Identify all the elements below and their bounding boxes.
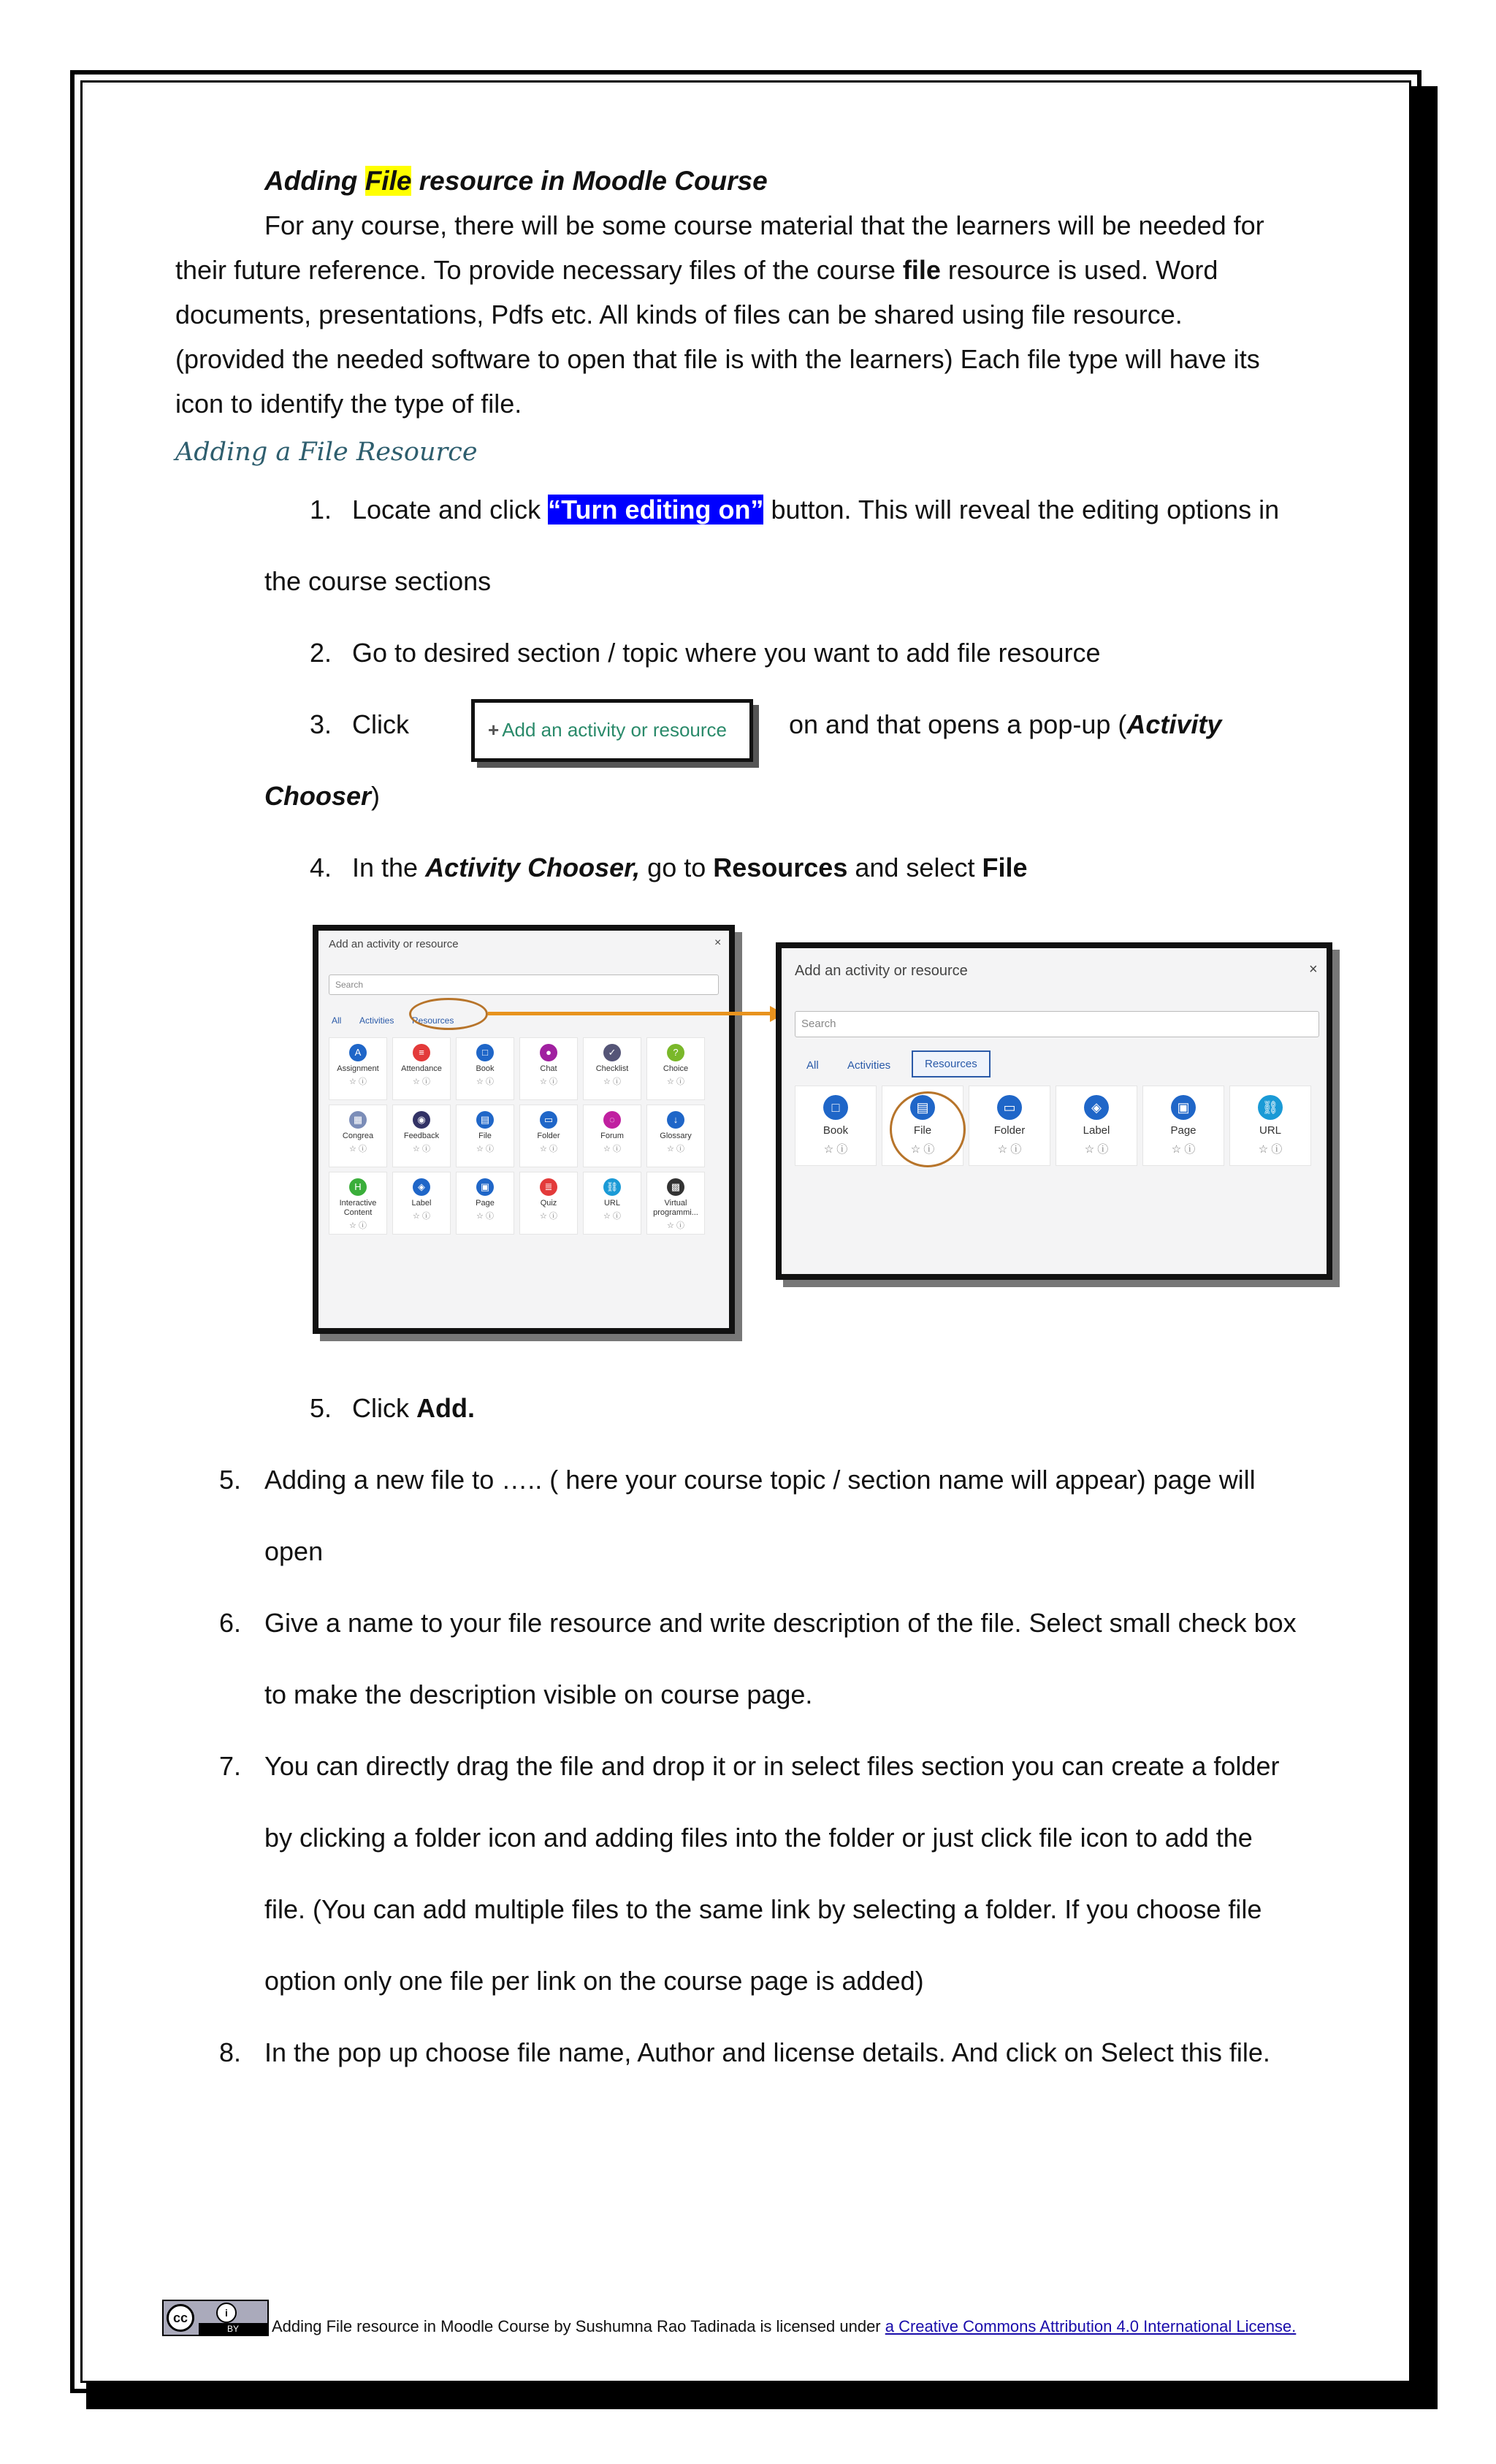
tile-url bbox=[583, 1172, 641, 1235]
tab-activities: Activities bbox=[847, 1059, 891, 1072]
tile-label: Forum bbox=[600, 1132, 624, 1140]
intro-line-2: their future reference. To provide necessary files of the course file resource is used. Word bbox=[175, 255, 1218, 285]
tile-icon: ◉ bbox=[413, 1111, 430, 1129]
tile-icon: ◌ bbox=[603, 1111, 621, 1129]
step-5-number: 5. bbox=[219, 1465, 242, 1495]
star-info-icons: ☆ ⓘ bbox=[603, 1077, 621, 1086]
tile-icon: ▭ bbox=[997, 1095, 1022, 1120]
tile-label: Checklist bbox=[595, 1064, 629, 1073]
star-info-icons: ☆ ⓘ bbox=[413, 1212, 430, 1221]
intro-line-1: For any course, there will be some course material that the learners will be needed for bbox=[264, 210, 1264, 240]
tile-quiz bbox=[519, 1172, 578, 1235]
tile-label: File bbox=[478, 1132, 492, 1140]
tile-icon: A bbox=[349, 1044, 367, 1061]
tile-label: File bbox=[913, 1124, 932, 1137]
license-link[interactable]: a Creative Commons Attribution 4.0 International License. bbox=[885, 2317, 1297, 2335]
tile-label: Folder bbox=[537, 1132, 560, 1140]
resources-circle-annotation bbox=[409, 998, 488, 1030]
step-1-text: Locate and click “Turn editing on” button. This will reveal the editing options in bbox=[352, 495, 1280, 525]
step-6-line-2: to make the description visible on course page. bbox=[264, 1679, 813, 1709]
tile-label: Page bbox=[476, 1199, 495, 1208]
tile-checklist bbox=[583, 1037, 641, 1100]
tile-label: URL bbox=[1259, 1124, 1281, 1137]
tab-all: All bbox=[806, 1059, 819, 1072]
tile-congrea bbox=[329, 1105, 387, 1167]
tile-icon: □ bbox=[823, 1095, 848, 1120]
star-info-icons: ☆ ⓘ bbox=[540, 1212, 557, 1221]
step-2-text: Go to desired section / topic where you want to add file resource bbox=[352, 638, 1101, 668]
cc-by-license-badge: cc i BY bbox=[162, 2300, 269, 2336]
tile-label: Assignment bbox=[337, 1064, 379, 1073]
step-4-number: 4. bbox=[310, 853, 332, 882]
tile-label: Interactive Content bbox=[339, 1199, 377, 1217]
tile-label: Glossary bbox=[660, 1132, 692, 1140]
star-info-icons: ☆ ⓘ bbox=[910, 1143, 935, 1156]
subheading: Adding a File Resource bbox=[175, 438, 478, 467]
tile-book bbox=[795, 1086, 877, 1166]
search-input: Search bbox=[795, 1011, 1319, 1037]
step-5-line-1: Adding a new file to ….. ( here your course topic / section name will appear) page will bbox=[264, 1465, 1256, 1495]
tile-virtual-programmi bbox=[646, 1172, 705, 1235]
chooser-title: Add an activity or resource bbox=[329, 938, 459, 950]
tile-label bbox=[1056, 1086, 1137, 1166]
tile-icon: ▤ bbox=[476, 1111, 494, 1129]
star-info-icons: ☆ ⓘ bbox=[603, 1145, 621, 1153]
star-info-icons: ☆ ⓘ bbox=[1171, 1143, 1196, 1156]
tile-icon: ▩ bbox=[667, 1178, 684, 1196]
tile-forum bbox=[583, 1105, 641, 1167]
tile-label bbox=[392, 1172, 451, 1235]
step-7-line-3: file. (You can add multiple files to the same link by selecting a folder. If you choose file bbox=[264, 1894, 1262, 1924]
step-1-continuation: the course sections bbox=[264, 566, 492, 596]
tile-chat bbox=[519, 1037, 578, 1100]
step-4-text: In the Activity Chooser, go to Resources and select File bbox=[352, 853, 1028, 882]
tile-label: Attendance bbox=[401, 1064, 442, 1073]
tile-icon: ● bbox=[540, 1044, 557, 1061]
star-info-icons: ☆ ⓘ bbox=[667, 1221, 684, 1230]
section-heading: Adding File resource in Moodle Course bbox=[264, 166, 768, 196]
tile-icon: ⛓ bbox=[603, 1178, 621, 1196]
star-info-icons: ☆ ⓘ bbox=[349, 1077, 367, 1086]
step-5-line-2: open bbox=[264, 1536, 324, 1566]
star-info-icons: ☆ ⓘ bbox=[540, 1077, 557, 1086]
tile-icon: H bbox=[349, 1178, 367, 1196]
tile-page bbox=[456, 1172, 514, 1235]
step-8-text: In the pop up choose file name, Author and license details. And click on Select this file. bbox=[264, 2037, 1270, 2067]
tile-icon: ◈ bbox=[413, 1178, 430, 1196]
intro-line-5: icon to identify the type of file. bbox=[175, 389, 522, 419]
tile-label: Choice bbox=[663, 1064, 689, 1073]
person-icon: i bbox=[216, 2303, 237, 2323]
tile-label: Congrea bbox=[342, 1132, 374, 1140]
step-2-number: 2. bbox=[310, 638, 332, 668]
tile-file bbox=[456, 1105, 514, 1167]
star-info-icons: ☆ ⓘ bbox=[823, 1143, 848, 1156]
star-info-icons: ☆ ⓘ bbox=[413, 1145, 430, 1153]
step-3-text: on and that opens a pop-up (Activity bbox=[789, 709, 1222, 739]
chooser-title: Add an activity or resource bbox=[795, 963, 968, 979]
tile-icon: ⛓ bbox=[1258, 1095, 1283, 1120]
tile-icon: ▭ bbox=[540, 1111, 557, 1129]
close-icon: × bbox=[1309, 961, 1318, 977]
tab-activities: Activities bbox=[359, 1015, 394, 1026]
step-5a-text: Click Add. bbox=[352, 1393, 475, 1423]
tile-feedback bbox=[392, 1105, 451, 1167]
step-7-line-1: You can directly drag the file and drop it or in select files section you can create a folder bbox=[264, 1751, 1280, 1781]
search-input: Search bbox=[329, 974, 719, 995]
star-info-icons: ☆ ⓘ bbox=[349, 1145, 367, 1153]
turn-editing-on-highlight: “Turn editing on” bbox=[548, 495, 764, 525]
tile-label: Book bbox=[476, 1064, 495, 1073]
star-info-icons: ☆ ⓘ bbox=[1084, 1143, 1109, 1156]
step-8-number: 8. bbox=[219, 2037, 242, 2067]
tile-icon: ▣ bbox=[1171, 1095, 1196, 1120]
star-info-icons: ☆ ⓘ bbox=[413, 1077, 430, 1086]
step-7-line-2: by clicking a folder icon and adding files into the folder or just click file icon to add the bbox=[264, 1823, 1253, 1853]
tile-label: Feedback bbox=[403, 1132, 440, 1140]
star-info-icons: ☆ ⓘ bbox=[349, 1221, 367, 1230]
tile-label: Folder bbox=[993, 1124, 1026, 1137]
step-7-number: 7. bbox=[219, 1751, 242, 1781]
star-info-icons: ☆ ⓘ bbox=[997, 1143, 1022, 1156]
star-info-icons: ☆ ⓘ bbox=[667, 1077, 684, 1086]
tile-glossary bbox=[646, 1105, 705, 1167]
add-activity-button-image: + Add an activity or resource bbox=[471, 699, 753, 762]
tile-icon: ▣ bbox=[476, 1178, 494, 1196]
activity-chooser-all-screenshot bbox=[313, 925, 735, 1334]
tab-resources-active: Resources bbox=[912, 1050, 991, 1077]
tile-icon: ≡ bbox=[413, 1044, 430, 1061]
tile-icon: ? bbox=[667, 1044, 684, 1061]
tile-label: Chat bbox=[540, 1064, 557, 1073]
tile-icon: ✓ bbox=[603, 1044, 621, 1061]
star-info-icons: ☆ ⓘ bbox=[476, 1212, 494, 1221]
step-1-number: 1. bbox=[310, 495, 332, 525]
arrow-annotation bbox=[488, 1012, 771, 1015]
tile-icon: ▦ bbox=[349, 1111, 367, 1129]
star-info-icons: ☆ ⓘ bbox=[540, 1145, 557, 1153]
tile-label: Label bbox=[411, 1199, 432, 1208]
tile-icon: ◈ bbox=[1084, 1095, 1109, 1120]
tile-label: Book bbox=[823, 1124, 849, 1137]
tile-icon: ≣ bbox=[540, 1178, 557, 1196]
intro-line-4: (provided the needed software to open that file is with the learners) Each file type will have its bbox=[175, 344, 1260, 374]
tile-label: Quiz bbox=[540, 1199, 557, 1208]
tile-folder bbox=[519, 1105, 578, 1167]
tab-resources: Resources bbox=[412, 1015, 454, 1026]
step-3-number: 3. bbox=[310, 709, 332, 739]
star-info-icons: ☆ ⓘ bbox=[1258, 1143, 1283, 1156]
intro-line-3: documents, presentations, Pdfs etc. All kinds of files can be shared using file resource. bbox=[175, 300, 1183, 329]
step-3-continuation: Chooser) bbox=[264, 781, 381, 811]
tile-icon: ↓ bbox=[667, 1111, 684, 1129]
star-info-icons: ☆ ⓘ bbox=[667, 1145, 684, 1153]
star-info-icons: ☆ ⓘ bbox=[476, 1077, 494, 1086]
tile-assignment bbox=[329, 1037, 387, 1100]
tile-icon: □ bbox=[476, 1044, 494, 1061]
activity-chooser-resources-screenshot bbox=[776, 942, 1332, 1280]
step-7-line-4: option only one file per link on the course page is added) bbox=[264, 1966, 924, 1996]
step-3-click: Click bbox=[352, 709, 409, 739]
step-5a-number: 5. bbox=[310, 1393, 332, 1423]
tile-label: URL bbox=[603, 1199, 620, 1208]
step-6-number: 6. bbox=[219, 1608, 242, 1638]
plus-icon: + bbox=[488, 719, 500, 741]
tile-label: Virtual programmi... bbox=[653, 1199, 698, 1217]
tile-label: Page bbox=[1170, 1124, 1197, 1137]
star-info-icons: ☆ ⓘ bbox=[603, 1212, 621, 1221]
close-icon: × bbox=[714, 937, 722, 949]
tile-label: Label bbox=[1083, 1124, 1110, 1137]
tab-all: All bbox=[332, 1015, 342, 1026]
tile-page bbox=[1142, 1086, 1224, 1166]
tile-url bbox=[1229, 1086, 1311, 1166]
tile-folder bbox=[969, 1086, 1050, 1166]
tile-interactive-content bbox=[329, 1172, 387, 1235]
step-6-line-1: Give a name to your file resource and write description of the file. Select small check box bbox=[264, 1608, 1297, 1638]
file-circle-annotation bbox=[890, 1091, 966, 1167]
tile-attendance bbox=[392, 1037, 451, 1100]
tile-icon: ▤ bbox=[910, 1095, 935, 1120]
tile-choice bbox=[646, 1037, 705, 1100]
license-footer: Adding File resource in Moodle Course by Sushumna Rao Tadinada is licensed under a Creative Commons Attribution 4.0 International License. bbox=[272, 2317, 1297, 2335]
tile-book bbox=[456, 1037, 514, 1100]
star-info-icons: ☆ ⓘ bbox=[476, 1145, 494, 1153]
